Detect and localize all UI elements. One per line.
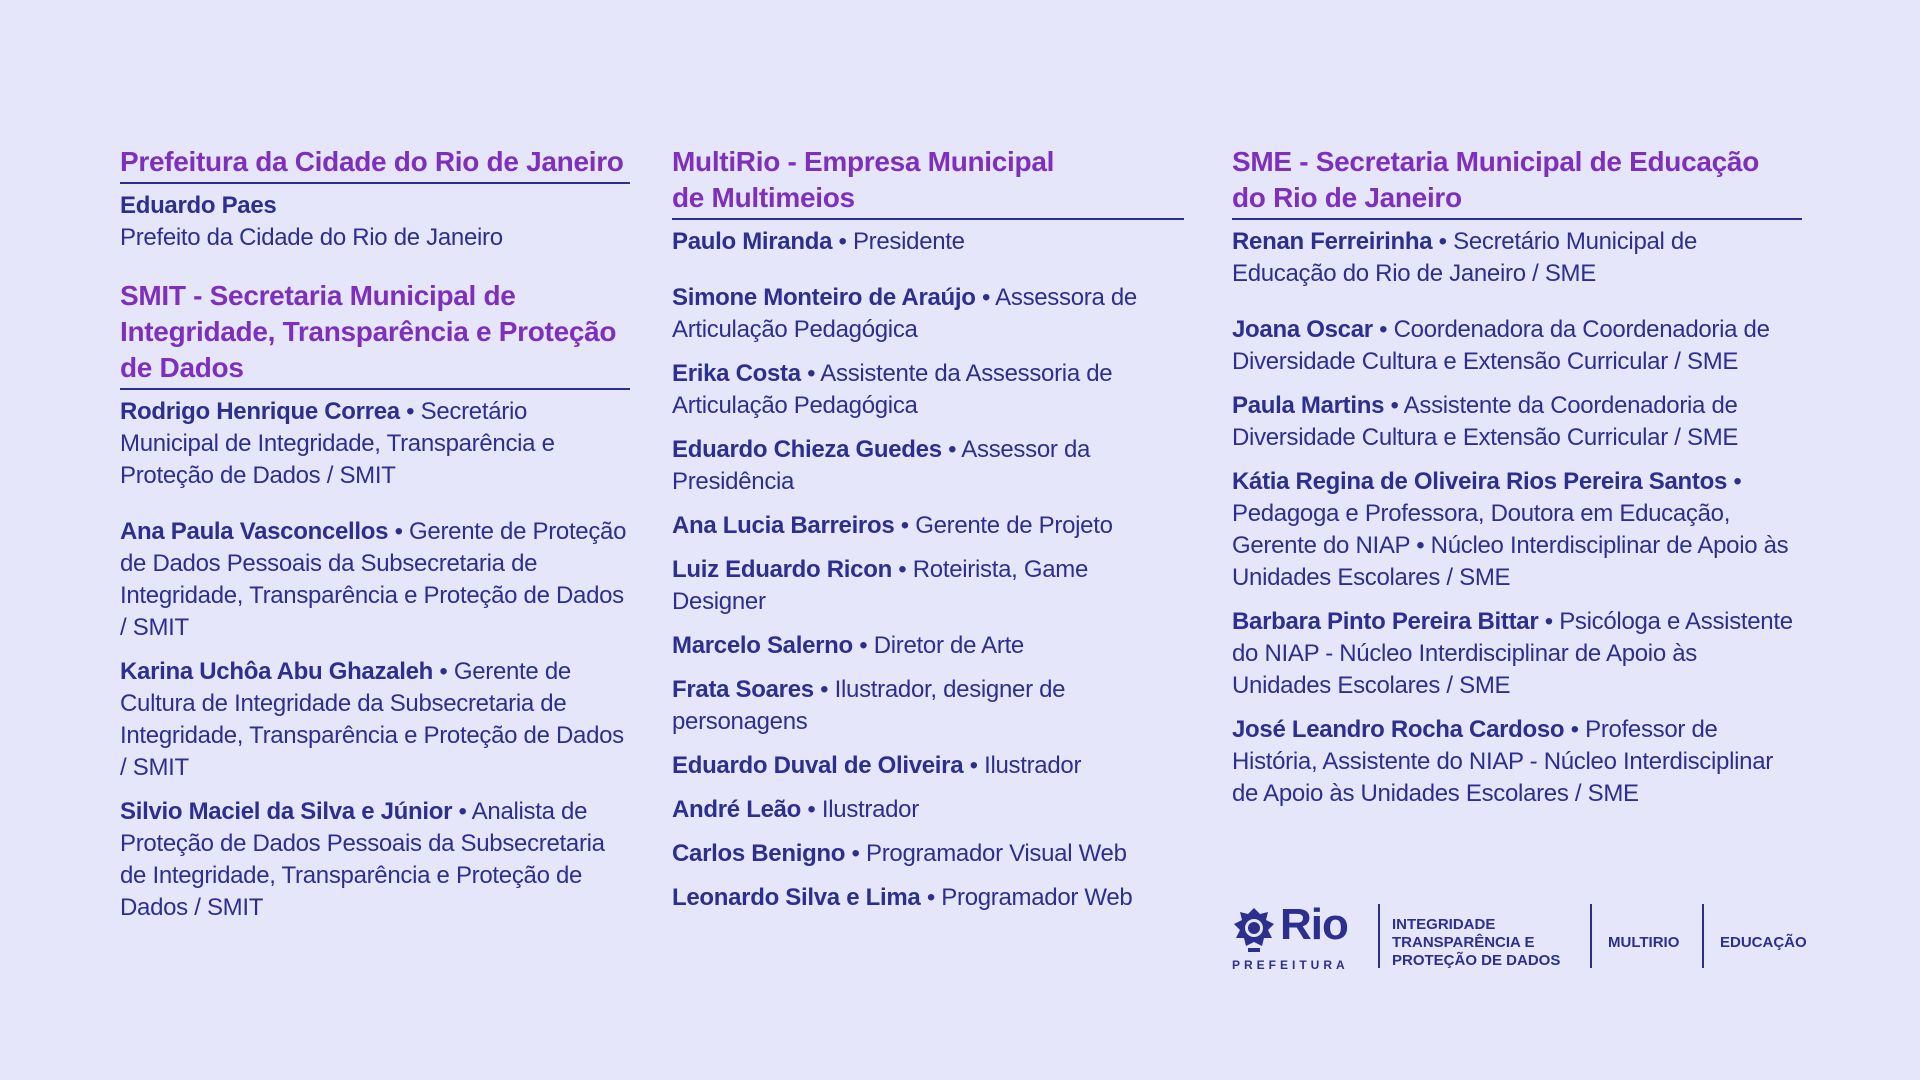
credit-name: Paula Martins xyxy=(1232,392,1385,419)
section-title-line: SME - Secretaria Municipal de Educação xyxy=(1232,146,1759,177)
credit-entry xyxy=(120,796,630,924)
credit-name: Renan Ferreirinha xyxy=(1232,228,1433,255)
credit-role: • Diretor de Arte xyxy=(852,632,1024,659)
rio-logo-word: Rio xyxy=(1280,900,1348,949)
credit-role: • Gerente de Projeto xyxy=(894,512,1113,539)
column-multirio xyxy=(672,144,1184,926)
credit-role: • Secretário Municipal de Integridade, Transparência e Proteção de Dados / SMIT xyxy=(120,398,555,489)
credit-entry xyxy=(120,190,630,254)
credit-name: Frata Soares xyxy=(672,676,814,703)
credit-entry xyxy=(120,656,630,784)
credit-name: Eduardo Paes xyxy=(120,192,277,219)
credit-role: • Ilustrador xyxy=(801,796,919,823)
credit-name: Luiz Eduardo Ricon xyxy=(672,556,892,583)
credit-role: • Programador Visual Web xyxy=(845,840,1127,867)
credit-name: Paulo Miranda xyxy=(672,228,833,255)
credit-entry xyxy=(1232,606,1802,702)
educacao-logo: EDUCAÇÃO xyxy=(1720,934,1807,951)
credit-name: Leonardo Silva e Lima xyxy=(672,884,921,911)
footer-logos xyxy=(1230,900,1820,970)
section-divider xyxy=(672,218,1184,220)
section-title-sme xyxy=(1232,144,1802,216)
credit-entry xyxy=(672,882,1184,914)
credit-entry xyxy=(1232,466,1802,594)
credit-entry xyxy=(672,750,1184,782)
prefeitura-rio-logo xyxy=(1230,900,1360,972)
credit-role: • Presidente xyxy=(832,228,965,255)
credit-name: Ana Lucia Barreiros xyxy=(672,512,895,539)
logo-divider xyxy=(1590,904,1592,968)
column-prefeitura-smit xyxy=(120,144,630,936)
credit-entry xyxy=(1232,390,1802,454)
credit-role: • Professor de História, Assistente do NIAP - Núcleo Interdisciplinar de Apoio às Unidades Escolares / SME xyxy=(1232,716,1773,807)
credit-entry xyxy=(1232,714,1802,810)
credit-role: • Ilustrador, designer de personagens xyxy=(672,676,1066,735)
credit-role: • Psicóloga e Assistente do NIAP - Núcleo Interdisciplinar de Apoio às Unidades Escolares / SME xyxy=(1232,608,1793,699)
credit-entry xyxy=(672,434,1184,498)
credit-name: Carlos Benigno xyxy=(672,840,846,867)
credit-name: José Leandro Rocha Cardoso xyxy=(1232,716,1565,743)
credit-name: Barbara Pinto Pereira Bittar xyxy=(1232,608,1539,635)
integridade-logo-line: PROTEÇÃO DE DADOS xyxy=(1392,952,1561,969)
credit-entry xyxy=(672,838,1184,870)
section-divider xyxy=(120,182,630,184)
credit-entry xyxy=(672,510,1184,542)
credit-entry xyxy=(672,630,1184,662)
credit-entry xyxy=(672,282,1184,346)
credit-entry xyxy=(1232,314,1802,378)
credit-name: Marcelo Salerno xyxy=(672,632,853,659)
section-divider xyxy=(1232,218,1802,220)
integridade-logo xyxy=(1392,916,1560,970)
credit-role: • Assistente da Coordenadoria de Diversidade Cultura e Extensão Curricular / SME xyxy=(1232,392,1739,451)
credit-name: Erika Costa xyxy=(672,360,801,387)
credit-name: Joana Oscar xyxy=(1232,316,1373,343)
credit-name: Rodrigo Henrique Correa xyxy=(120,398,400,425)
column-sme xyxy=(1232,144,1802,822)
credit-entry xyxy=(120,516,630,644)
section-title-line: de Multimeios xyxy=(672,182,855,213)
section-title-prefeitura: Prefeitura da Cidade do Rio de Janeiro xyxy=(120,146,624,177)
section-divider xyxy=(120,388,630,390)
integridade-logo-line: TRANSPARÊNCIA E xyxy=(1392,934,1535,951)
credit-role: • Gerente de Cultura de Integridade da Subsecretaria de Integridade, Transparência e Proteção de Dados / SMIT xyxy=(120,658,624,781)
credit-entry xyxy=(120,396,630,492)
rio-logo-subtitle: PREFEITURA xyxy=(1232,958,1349,972)
credit-role: • Assessor da Presidência xyxy=(672,436,1091,495)
credit-role: • Coordenadora da Coordenadoria de Diversidade Cultura e Extensão Curricular / SME xyxy=(1232,316,1770,375)
rio-crest-icon xyxy=(1230,906,1278,954)
integridade-logo-line: INTEGRIDADE xyxy=(1392,916,1496,933)
credit-role: • Ilustrador xyxy=(963,752,1082,779)
credit-entry xyxy=(672,554,1184,618)
credit-name: Karina Uchôa Abu Ghazaleh xyxy=(120,658,434,685)
credit-name: Kátia Regina de Oliveira Rios Pereira Santos xyxy=(1232,468,1727,495)
credit-role: • Programador Web xyxy=(920,884,1133,911)
credit-entry xyxy=(672,226,1184,258)
credit-role: • Roteirista, Game Designer xyxy=(672,556,1089,615)
section-title-smit: SMIT - Secretaria Municipal de Integridade, Transparência e Proteção de Dados xyxy=(120,280,617,383)
section-title-multirio xyxy=(672,144,1184,216)
credit-entry xyxy=(672,794,1184,826)
credit-name: Eduardo Chieza Guedes xyxy=(672,436,942,463)
credit-name: Simone Monteiro de Araújo xyxy=(672,284,976,311)
credit-entry xyxy=(672,358,1184,422)
credit-role: • Pedagoga e Professora, Doutora em Educação, Gerente do NIAP • Núcleo Interdisciplinar de Apoio às Unidades Escolares / SME xyxy=(1232,468,1789,591)
multirio-logo: MULTIRIO xyxy=(1608,934,1680,951)
credit-role: • Assistente da Assessoria de Articulação Pedagógica xyxy=(672,360,1113,419)
credit-entry xyxy=(672,674,1184,738)
credit-role: • Gerente de Proteção de Dados Pessoais da Subsecretaria de Integridade, Transparência e Proteção de Dados / SMIT xyxy=(120,518,627,641)
credit-name: Ana Paula Vasconcellos xyxy=(120,518,389,545)
credit-name: Eduardo Duval de Oliveira xyxy=(672,752,964,779)
credit-entry xyxy=(1232,226,1802,290)
credit-name: Silvio Maciel da Silva e Júnior xyxy=(120,798,453,825)
credit-role: • Assessora de Articulação Pedagógica xyxy=(672,284,1137,343)
credit-role: Prefeito da Cidade do Rio de Janeiro xyxy=(120,224,503,251)
credit-role: • Analista de Proteção de Dados Pessoais da Subsecretaria de Integridade, Transparência e Proteção de Dados / SMIT xyxy=(120,798,605,921)
logo-divider xyxy=(1378,904,1380,968)
credit-role: • Secretário Municipal de Educação do Rio de Janeiro / SME xyxy=(1232,228,1698,287)
credit-name: André Leão xyxy=(672,796,802,823)
logo-divider xyxy=(1702,904,1704,968)
section-title-line: MultiRio - Empresa Municipal xyxy=(672,146,1055,177)
section-title-line: do Rio de Janeiro xyxy=(1232,182,1462,213)
